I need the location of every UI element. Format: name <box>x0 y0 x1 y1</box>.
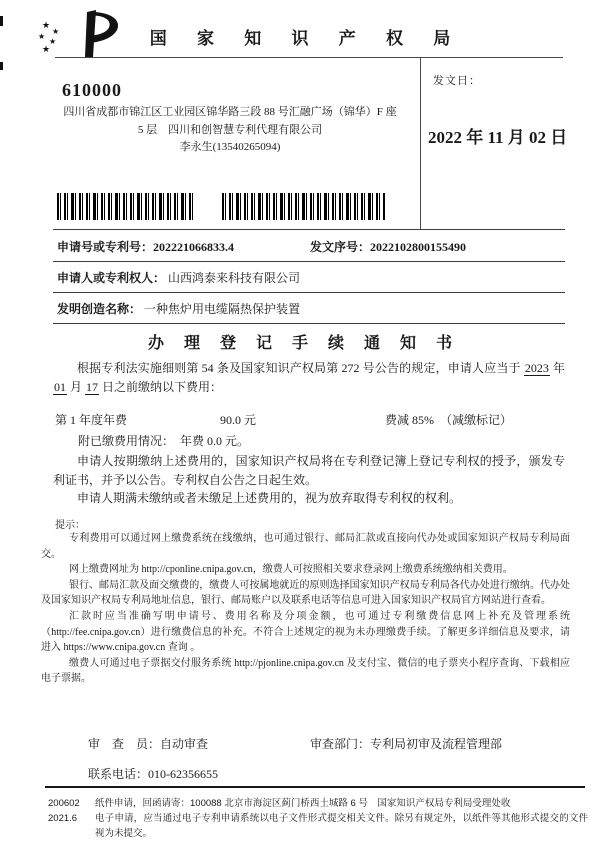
address-line-2: 5 层 四川和创智慧专利代理有限公司 <box>137 123 323 136</box>
table-row <box>57 269 300 286</box>
form-codes <box>48 796 80 826</box>
hint-item: 网上缴费网址为 http://cponline.cnipa.gov.cn，缴费人可按照相关要求登录网上缴费系统缴纳相关费用。 <box>69 564 513 576</box>
svg-text:★: ★ <box>49 37 57 46</box>
svg-text:★: ★ <box>38 32 46 41</box>
fee-item: 第 1 年度年费 <box>55 413 128 427</box>
examiner-label: 审 查 员： <box>88 737 161 751</box>
body-paragraph: 申请人期满未缴纳或者未缴足上述费用的，视为放弃取得专利权的权利。 <box>77 491 462 505</box>
recipient-address <box>55 104 405 157</box>
intro-text: 日之前缴纳以下费用： <box>99 380 223 394</box>
table-rule <box>53 229 565 230</box>
table-rule <box>53 323 565 324</box>
form-date: 2021.6 <box>48 813 78 824</box>
examiner-value: 自动审查 <box>160 737 209 751</box>
phone-row <box>88 765 218 782</box>
paid-fee-note: 附已缴费用情况： 年费 0.0 元。 <box>78 434 250 448</box>
phone-value: 010-62356655 <box>148 767 219 781</box>
svg-text:★: ★ <box>52 27 60 36</box>
hint-item: 汇款时应当准确写明申请号、费用名称及分项金额，也可通过专利缴费信息网上补充及管理系统（http://fee.cnipa.gov.cn）进行缴费信息的补充。不符合上述规定的视为未办理缴费手续。了解更多详细信息及要求，请进入 https://www.cnipa.gov.cn 查询 。 <box>41 610 570 654</box>
applicant-value: 山西鸿泰来科技有限公司 <box>168 271 301 285</box>
applicant-label: 申请人或专利权人： <box>57 271 166 285</box>
form-code: 200602 <box>48 798 80 809</box>
postal-code: 610000 <box>62 80 122 100</box>
fee-amount: 90.0 元 <box>220 413 257 427</box>
hint-item: 缴费人可通过电子票据交付服务系统 http://pjonline.cnipa.gov.cn 及支付宝、微信的电子票夹小程序查询、下载相应电子票据。 <box>41 657 570 685</box>
hints-label: 提示： <box>55 520 85 531</box>
deadline-year: 2023 <box>524 361 549 375</box>
barcode-left <box>57 193 195 220</box>
table-rule <box>53 292 565 293</box>
footer-notes <box>95 796 588 841</box>
hints-block <box>41 531 570 687</box>
svg-text:★: ★ <box>42 20 51 30</box>
intro-text: 月 <box>67 380 86 394</box>
address-line-1: 四川省成都市锦江区工业园区锦华路三段 88 号汇融广场（锦华）F 座 <box>63 106 397 118</box>
footer-rule <box>45 786 585 788</box>
footer-note-paper: 纸件申请，回函请寄：100088 北京市海淀区蓟门桥西土城路 6 号 国家知识产权局专利局受理处收 <box>95 798 511 809</box>
department-value: 专利局初审及流程管理部 <box>370 737 503 751</box>
table-row <box>57 238 467 255</box>
intro-text: 年 <box>549 361 565 375</box>
deadline-day: 17 <box>86 380 99 394</box>
hint-item: 专利费用可以通过网上缴费系统在线缴纳，也可通过银行、邮局汇款或直接向代办处或国家知识产权局专利局面交。 <box>41 533 570 560</box>
hint-item: 银行、邮局汇款及面交缴费的，缴费人可按属地就近的原则选择国家知识产权局专利局各代办处进行缴纳。代办处及国家知识产权局专利局地址信息，银行、邮局账户以及联系电话等信息可进入国家知识产权局官方网站进行查看。 <box>41 579 570 607</box>
table-row <box>57 300 300 317</box>
phone-label: 联系电话： <box>88 767 149 781</box>
svg-text:★: ★ <box>42 44 51 54</box>
scan-artifact <box>0 62 3 70</box>
table-rule <box>53 261 565 262</box>
recipient-contact: 李永生(13540265094) <box>179 141 281 153</box>
intro-paragraph <box>53 359 565 397</box>
footer-note-electronic: 电子申请，应当通过电子专利申请系统以电子文件形式提交相关文件。除另有规定外，以纸件等其他形式提交的文件视为未提交。 <box>95 813 588 839</box>
application-number-value: 202221066833.4 <box>153 240 235 254</box>
dispatch-date-value: 2022 年 11 月 02 日 <box>428 128 568 147</box>
fee-reduction-badge: 费减 85% （减缴标记） <box>385 413 512 427</box>
deadline-month: 01 <box>54 380 66 394</box>
invention-title-value: 一种焦炉用电缆隔热保护装置 <box>144 302 301 316</box>
dispatch-serial-label: 发文序号： <box>310 240 371 254</box>
agency-title: 国 家 知 识 产 权 局 <box>149 29 464 48</box>
dispatch-date-label: 发文日： <box>433 75 481 87</box>
invention-title-label: 发明创造名称： <box>57 302 142 316</box>
dispatch-box-divider <box>420 58 421 229</box>
application-number-label: 申请号或专利号： <box>57 240 154 254</box>
department-label: 审查部门： <box>310 737 371 751</box>
header-rule <box>55 57 563 58</box>
barcode-right <box>222 193 386 220</box>
dispatch-serial-value: 2022102800155490 <box>370 240 467 254</box>
document-title: 办 理 登 记 手 续 通 知 书 <box>147 335 460 352</box>
body-paragraph: 申请人按期缴纳上述费用的，国家知识产权局将在专利登记簿上登记专利权的授予，颁发专利证书，并予以公告。专利权自公告之日起生效。 <box>53 454 565 487</box>
intro-text: 根据专利法实施细则第 54 条及国家知识产权局第 272 号公告的规定，申请人应当于 <box>77 361 524 375</box>
